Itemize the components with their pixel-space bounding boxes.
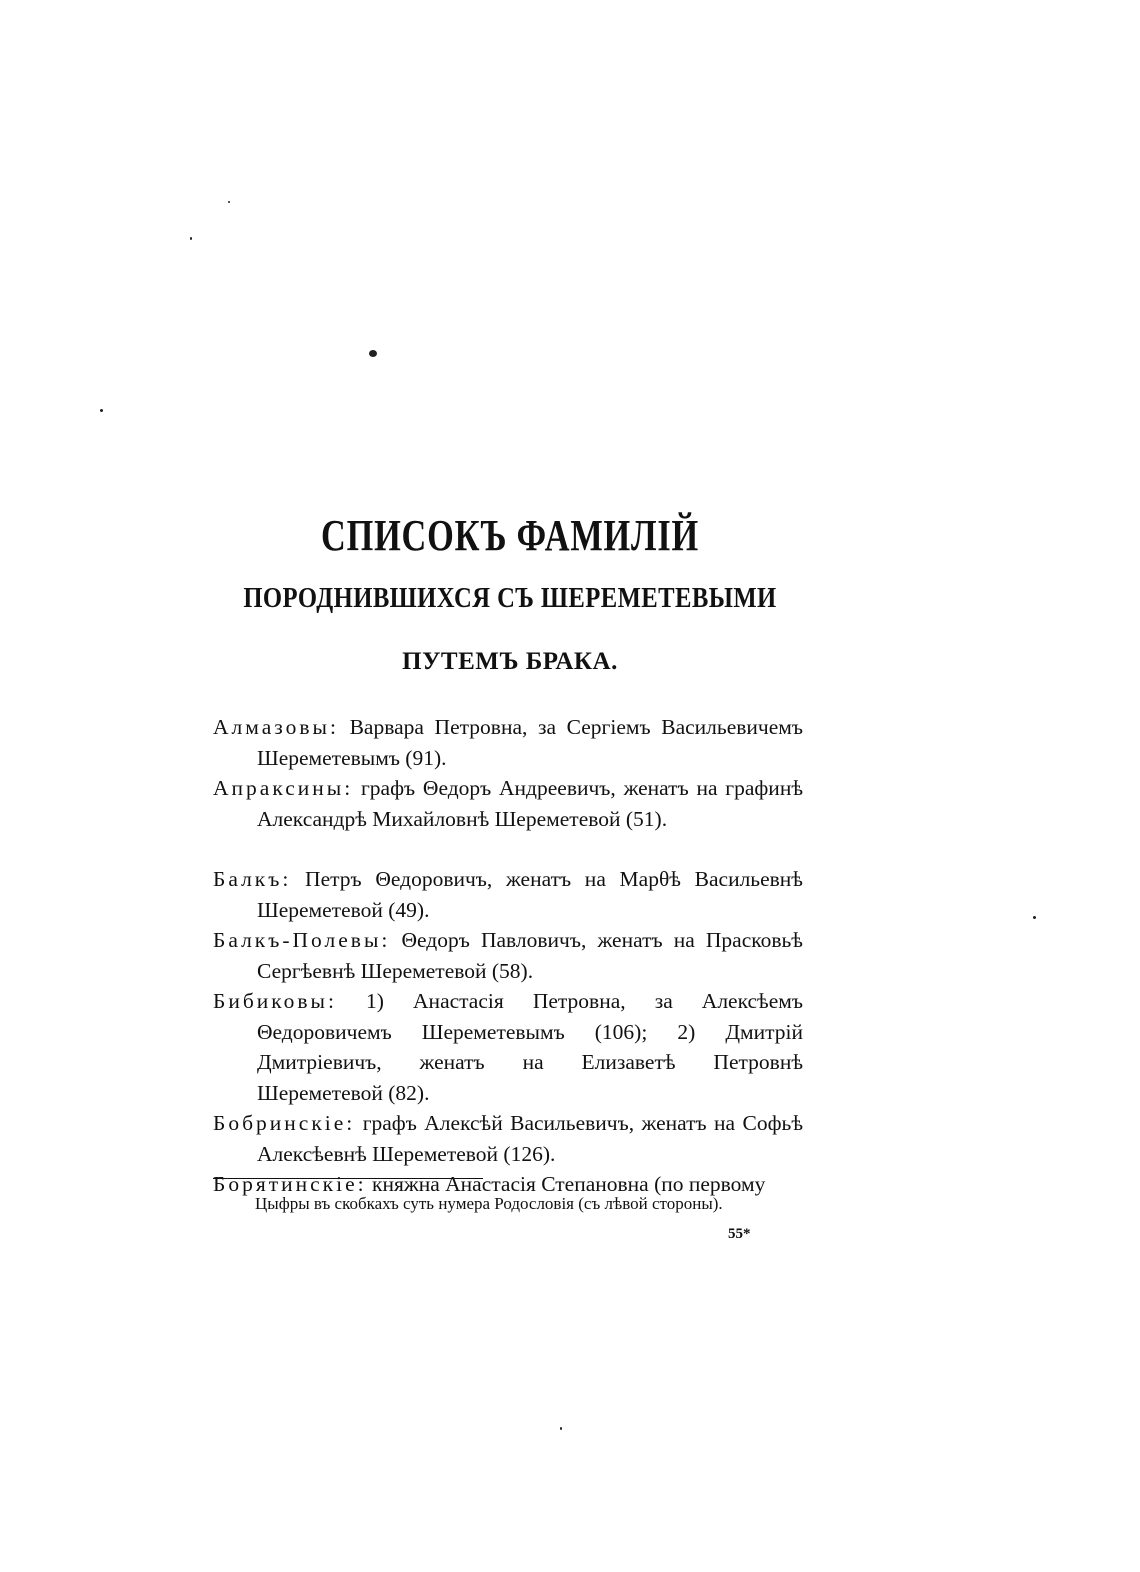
- scan-speck: [190, 237, 192, 240]
- list-item: [213, 986, 803, 1108]
- scan-speck: [560, 1427, 562, 1430]
- list-item: [213, 1108, 803, 1169]
- entry-text: Θедоръ Павловичъ, женатъ на Прасковьѣ Сергѣевнѣ Шереметевой (58).: [257, 928, 803, 983]
- entry-text: графъ Алексѣй Васильевичъ, женатъ на Софьѣ Алексѣевнѣ Шереметевой (126).: [257, 1111, 803, 1166]
- list-item: [213, 712, 803, 773]
- page-title: СПИСОКЪ ФАМИЛІЙ: [321, 511, 699, 560]
- list-item: [213, 773, 803, 834]
- entry-text: 1) Анастасія Петровна, за Алексѣемъ Θедоровичемъ Шереметевымъ (106); 2) Дмитрій Дмитріевичъ, женатъ на Елизаветѣ Петровнѣ Шереметевой (82).: [257, 989, 803, 1105]
- footnote: Цыфры въ скобкахъ суть нумера Родословія (съ лѣвой стороны).: [255, 1194, 723, 1213]
- entry-surname: Бобринскіе:: [213, 1111, 356, 1135]
- surname-list: [213, 712, 803, 1200]
- entry-text: Петръ Θедоровичъ, женатъ на Марθѣ Васильевнѣ Шереметевой (49).: [257, 867, 803, 922]
- entry-surname: Балкъ:: [213, 867, 292, 891]
- scan-speck: [100, 409, 103, 412]
- footnote-divider: [213, 1178, 483, 1179]
- scan-speck: [228, 201, 230, 203]
- entry-surname: Бибиковы:: [213, 989, 337, 1013]
- entry-text: графъ Θедоръ Андреевичъ, женатъ на графинѣ Александрѣ Михайловнѣ Шереметевой (51).: [257, 776, 803, 831]
- entry-text: Варвара Петровна, за Сергіемъ Васильевичемъ Шереметевымъ (91).: [257, 715, 803, 770]
- entry-surname: Борятинскіе:: [213, 1172, 367, 1196]
- page-subtitle: ПОРОДНИВШИХСЯ СЪ ШЕРЕМЕТЕВЫМИ: [243, 582, 777, 614]
- list-item: [213, 925, 803, 986]
- entry-text: княжна Анастасія Степановна (по первому: [366, 1172, 766, 1196]
- scan-speck: [1033, 916, 1036, 919]
- page-number: 55*: [728, 1226, 751, 1242]
- page-subtitle-2: ПУТЕМЪ БРАКА.: [402, 648, 618, 675]
- list-item: [213, 864, 803, 925]
- scan-speck: [369, 350, 377, 357]
- entry-surname: Апраксины:: [213, 776, 354, 800]
- entry-surname: Алмазовы:: [213, 715, 339, 739]
- entry-surname: Балкъ-Полевы:: [213, 928, 391, 952]
